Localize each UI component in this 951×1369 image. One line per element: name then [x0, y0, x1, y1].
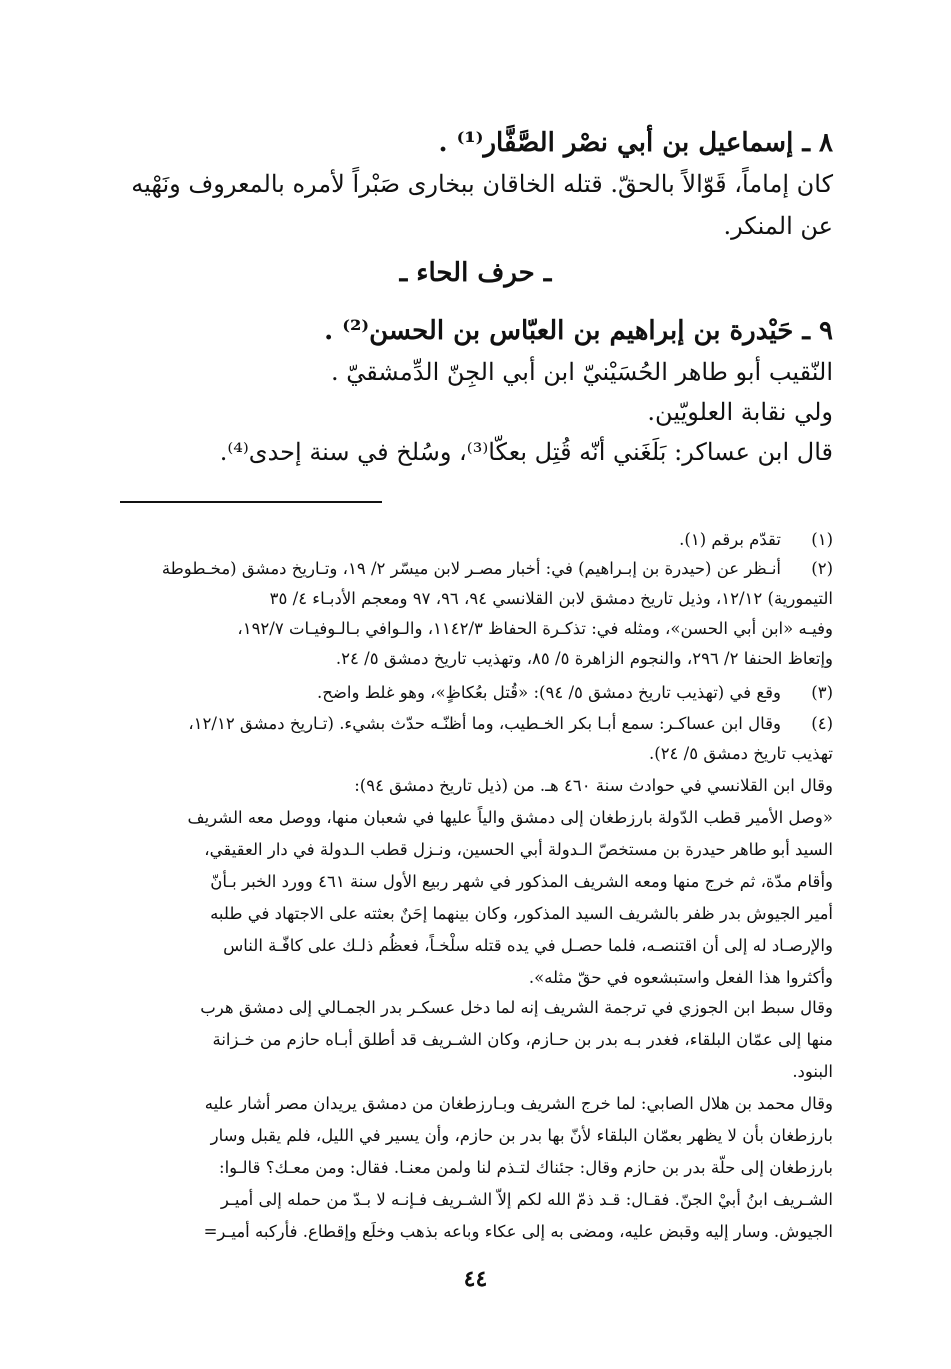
- quote-line: أمير الجيوش بدر ظفر بالشريف السيد المذكور، وكان بينهما إحَنٌ بعثته على الاجتهاد في طلبه: [210, 904, 833, 923]
- footnote-text: التيمورية) ١٢/١٢، وذيل تاريخ دمشق لابن القلانسي ٩٤، ٩٦، ٩٧ ومعجم الأدبـاء ٤/ ٣٥: [269, 589, 833, 608]
- entry-8-heading: ٨ ـ إسماعيل بن أبي نصْر الصَّفَّار⁽¹⁾ .: [438, 128, 833, 158]
- quote-line: البنود.: [792, 1062, 833, 1081]
- entry-9-line-1: النّقيب أبو طاهر الحُسَيْنيّ ابن أبي الجِنّ الدِّمشقيّ .: [331, 358, 833, 386]
- quote-line: الشـريف ابنُ أبيْ الجنّ. فقـال: قـد ذمّ الله لكم إلاّ الشـريف فـإنـه لا بـدّ من حمله إلى أميـر: [220, 1190, 833, 1209]
- quote-line: وقال سبط ابن الجوزي في ترجمة الشريف إنه لما دخل عسكـر بدر الجمـالي إلى دمشق هرب: [200, 998, 833, 1017]
- footnote-number: (١): [811, 530, 833, 549]
- entry-8-line-2: عن المنكر.: [723, 212, 833, 240]
- footnote-text: وإتعاظ الحنفا ٢/ ٢٩٦، والنجوم الزاهرة ٥/ ٨٥، وتهذيب تاريخ دمشق ٥/ ٢٤.: [335, 649, 833, 668]
- quote-line: بارزطغان بأن لا يظهر بعمّان البلقاء لأنّ بها بدر بن حازم، وأن يسير في الليل، فلم يقبل وسار: [210, 1126, 833, 1145]
- entry-9-line-2: ولي نقابة العلويّين.: [647, 398, 833, 426]
- quote-line: «وصل الأمير قطب الدّولة بارزطغان إلى دمشق والياً عليها في شعبان منها، ووصل معه الشريف: [187, 808, 833, 827]
- footnote-number: (٤): [811, 714, 833, 733]
- footnote-4-cont: [118, 744, 833, 770]
- footnote-text: أنـظر عن (حيدرة بن إبـراهيم) في: أخبار مصـر لابن ميسّر ٢/ ١٩، وتـاريخ دمشق (مخـطوطة: [161, 559, 781, 578]
- footnote-4: [118, 714, 833, 740]
- entry-8-line-1: كان إماماً، قَوّالاً بالحقّ. قتله الخاقان ببخارى صَبْراً لأمره بالمعروف ونَهْيه: [131, 170, 833, 198]
- footnote-2-cont: [118, 589, 833, 615]
- footnote-text: تهذيب تاريخ دمشق ٥/ ٢٤).: [649, 744, 833, 763]
- section-title: ـ حرف الحاء ـ: [399, 258, 552, 288]
- quote-line: والإرصـاد له إلى أن اقتنصـه، فلما حصـل في يده قتله سلْخـاً، فعظُم ذلـك على كافّـة الناس: [223, 936, 833, 955]
- quote-line: منها إلى عمّان البلقاء، فغدر بـه بدر بن حـازم، وكان الشـريف قد أطلق أبـاه حازم من خـزانة: [212, 1030, 833, 1049]
- quote-line: وأقام مدّة، ثم خرج منها ومعه الشريف المذكور في شهر ربيع الأول سنة ٤٦١ وورد الخبر بـأنّ: [210, 872, 833, 891]
- quote-line: بارزطغان إلى حلّة بدر بن حازم وقال: جئناك لتـذم لنا ولمن معنـا. فقال: ومن معـك؟ قالـوا:: [219, 1158, 833, 1177]
- quote-line: الجيوش. وسار إليه وقبض عليه، ومضى به إلى عكاء وباعه بذهب وخلَع وإقطاع. فأركبه أميـر=: [203, 1222, 833, 1241]
- footnote-text: وفيـه «ابن أبي الحسن»، ومثله في: تذكـرة الحفاظ ١١٤٢/٣، والـوافي بـالـوفيـات ١٩٢/٧،: [237, 619, 833, 638]
- footnote-separator: [120, 501, 382, 503]
- footnote-1: [118, 530, 833, 556]
- quote-line: وأكثروا هذا الفعل واستبشعوه في حقّ مثله».: [528, 968, 833, 987]
- quote-line: وقال ابن القلانسي في حوادث سنة ٤٦٠ هـ. من (ذيل تاريخ دمشق ٩٤):: [354, 776, 833, 795]
- quote-line: السيد أبو طاهر حيدرة بن مستخصّ الـدولة أبي الحسين، ونـزل قطب الـدولة في دار العقيقي،: [204, 840, 833, 859]
- footnote-number: (٣): [811, 683, 833, 702]
- footnote-2-cont: [118, 649, 833, 675]
- entry-9-line-3: قال ابن عساكر: بَلَغَني أنّه قُتِل بعكّا⁽³⁾، وسُلخ في سنة إحدى⁽⁴⁾.: [219, 438, 833, 466]
- footnote-2-cont: [118, 619, 833, 645]
- footnote-2: [118, 559, 833, 585]
- quote-line: وقال محمد بن هلال الصابي: لما خرج الشريف وبـارزطغان من دمشق يريدان مصر أشار عليه: [204, 1094, 833, 1113]
- footnote-3: [118, 683, 833, 709]
- page-number: ٤٤: [463, 1266, 488, 1292]
- footnote-number: (٢): [811, 559, 833, 578]
- footnote-text: وقال ابن عساكـر: سمع أبـا بكر الخـطيب، وما أظنّـه حدّث بشيء. (تـاريخ دمشق ١٢/١٢،: [188, 714, 781, 733]
- entry-9-heading: ٩ ـ حَيْدرة بن إبراهيم بن العبّاس بن الحسن⁽²⁾ .: [324, 316, 833, 346]
- footnote-text: تقدّم برقم (١).: [679, 530, 781, 549]
- footnote-text: وقع في (تهذيب تاريخ دمشق ٥/ ٩٤): «قُتل بعُكاظٍ»، وهو غلط واضح.: [317, 683, 781, 702]
